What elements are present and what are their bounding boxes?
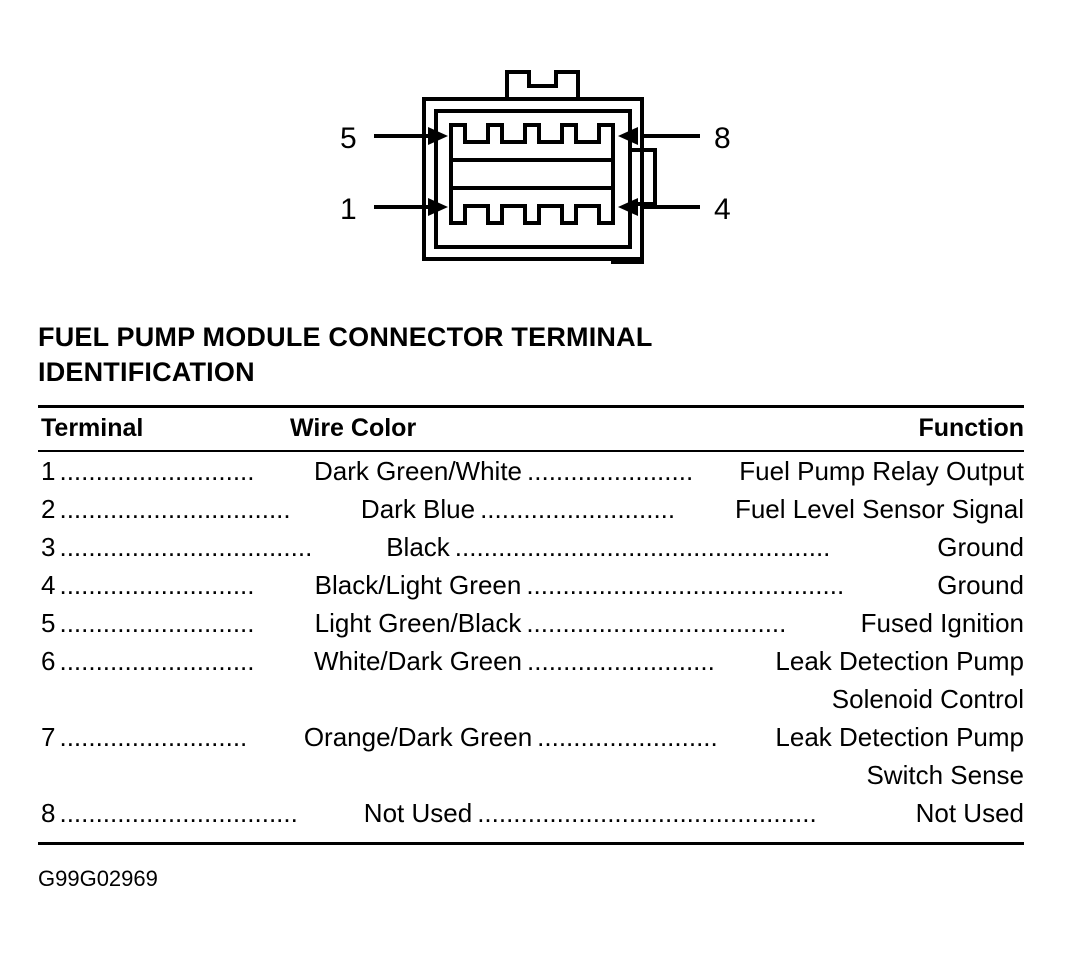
function-value: Not Used (915, 798, 1024, 828)
dot-leader: ............................................... (477, 798, 817, 828)
dot-leader: ................................ (59, 494, 291, 524)
dot-leader: .................................... (526, 608, 787, 638)
terminal-identification-table (38, 405, 1024, 845)
table-header-rule (38, 450, 1024, 452)
function-value: Fuel Level Sensor Signal (734, 494, 1024, 524)
dot-leader: ........................... (59, 646, 255, 676)
dot-leader: .......................... (527, 646, 715, 676)
callout-label-8: 8 (714, 122, 731, 155)
figure-code: G99G02969 (38, 866, 158, 891)
table-row (38, 570, 1024, 608)
column-header-function: Function (918, 414, 1024, 442)
function-value-continued: Solenoid Control (831, 684, 1024, 714)
table-row (38, 722, 1024, 760)
wire-color-value: Orange/Dark Green (303, 722, 533, 752)
wire-color-value: Black (386, 532, 450, 562)
function-value: Ground (937, 570, 1024, 600)
function-value: Leak Detection Pump (775, 646, 1024, 676)
table-row (38, 494, 1024, 532)
table-row-continuation (38, 760, 1024, 798)
wire-color-value: Dark Blue (360, 494, 476, 524)
table-row (38, 646, 1024, 684)
table-row (38, 532, 1024, 570)
dot-leader: ................................. (59, 798, 298, 828)
dot-leader: ....................... (527, 456, 694, 486)
dot-leader: ................................... (59, 532, 313, 562)
function-value: Ground (937, 532, 1024, 562)
terminal-number: 5 (41, 608, 56, 638)
connector-diagram-svg (0, 0, 1066, 300)
dot-leader: .......................... (59, 722, 248, 752)
page-title (38, 320, 1028, 389)
terminal-number: 1 (41, 456, 56, 486)
dot-leader: ........................... (59, 608, 255, 638)
dot-leader: ......................... (537, 722, 718, 752)
table-header-row (38, 414, 1024, 450)
column-header-wire-color: Wire Color (290, 414, 417, 442)
function-value-continued: Switch Sense (866, 760, 1024, 790)
dot-leader: ........................... (59, 570, 255, 600)
wire-color-value: Light Green/Black (314, 608, 522, 638)
dot-leader: ........................... (59, 456, 255, 486)
terminal-number: 8 (41, 798, 56, 828)
wire-color-value: Dark Green/White (313, 456, 523, 486)
function-value: Fuel Pump Relay Output (739, 456, 1024, 486)
callout-label-1: 1 (340, 193, 357, 226)
terminal-number: 2 (41, 494, 56, 524)
table-row-continuation (38, 684, 1024, 722)
dot-leader: ........................... (480, 494, 676, 524)
connector-diagram (0, 0, 1066, 300)
table-row (38, 798, 1024, 836)
callout-label-4: 4 (714, 193, 731, 226)
table-top-rule (38, 405, 1024, 408)
terminal-number: 6 (41, 646, 56, 676)
connector-latch-tab (507, 72, 578, 99)
dot-leader: ............................................ (526, 570, 845, 600)
function-value: Fused Ignition (860, 608, 1024, 638)
callout-label-5: 5 (340, 122, 357, 155)
dot-leader: .................................................... (454, 532, 831, 562)
table-bottom-rule (38, 842, 1024, 845)
wire-color-value: Not Used (363, 798, 473, 828)
table-row (38, 608, 1024, 646)
page-title-line-2: IDENTIFICATION (38, 356, 255, 387)
upper-terminal-row (451, 125, 613, 160)
terminal-number: 4 (41, 570, 56, 600)
page-title-line-1: FUEL PUMP MODULE CONNECTOR TERMINAL (38, 322, 653, 352)
function-value: Leak Detection Pump (775, 722, 1024, 752)
table-row (38, 456, 1024, 494)
terminal-number: 3 (41, 532, 56, 562)
table-body (38, 456, 1024, 836)
wire-color-value: White/Dark Green (313, 646, 523, 676)
lower-terminal-row (451, 188, 613, 223)
wire-color-value: Black/Light Green (314, 570, 522, 600)
terminal-number: 7 (41, 722, 56, 752)
column-header-terminal: Terminal (41, 414, 144, 442)
center-divider-bar (451, 160, 613, 188)
